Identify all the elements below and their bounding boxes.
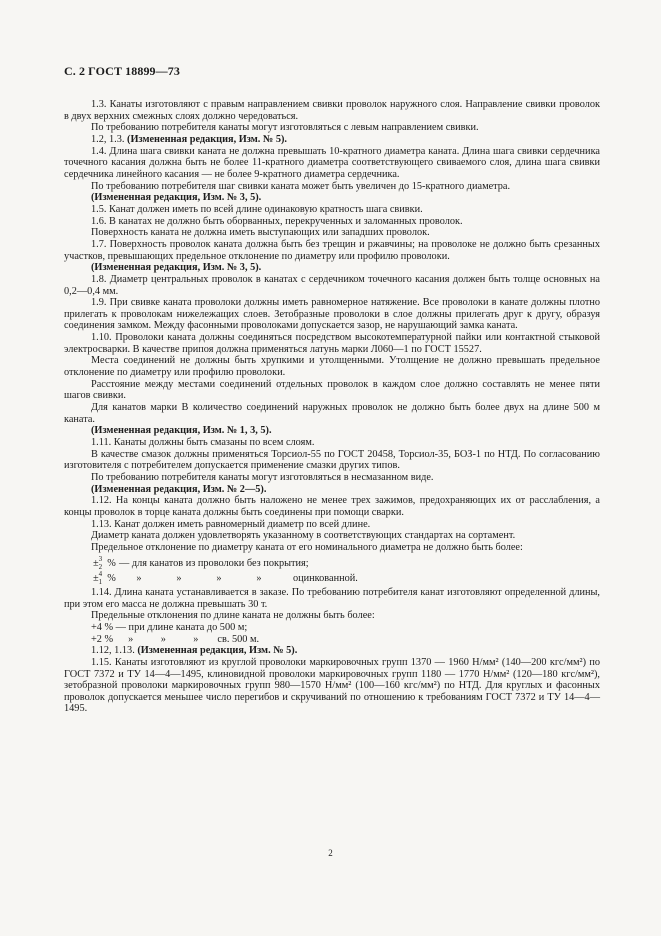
tolerance-row	[64, 554, 600, 571]
paragraph-1-14: 1.14. Длина каната устанавливается в заказе. По требованию потребителя канат изготовляют определенной длины, при этом его масса не должна превышать 30 т.	[64, 586, 600, 610]
amendment-note: (Измененная редакция, Изм. № 3, 5).	[91, 262, 262, 274]
paragraph-1-7: 1.7. Поверхность проволок каната должна быть без трещин и ржавчины; на проволоке не должно быть срезанных участков, превышающих предельное отклонение по диаметру или профилю проволоки.	[64, 238, 600, 262]
paragraph-1-13: 1.13. Канат должен иметь равномерный диаметр по всей длине.	[91, 518, 371, 530]
paragraph: Предельные отклонения по длине каната не должны быть более:	[91, 610, 375, 622]
page-number: 2	[328, 848, 333, 858]
paragraph: По требованию потребителя шаг свивки каната может быть увеличен до 15-кратного диаметра.	[91, 180, 511, 192]
paragraph-1-6: 1.6. В канатах не должно быть оборванных, перекрученных и заломанных проволок.	[91, 215, 463, 227]
tolerance-value: ± 3 2 %	[93, 554, 116, 571]
ditto-mark: »	[193, 633, 199, 645]
amendment-note: 1.12, 1.13. (Измененная редакция, Изм. № 5).	[91, 645, 298, 657]
document-body	[64, 99, 600, 715]
paragraph: По требованию потребителя канаты могут изготовляться с левым направлением свивки.	[91, 122, 479, 134]
ditto-mark: »	[176, 573, 182, 585]
paragraph: Диаметр каната должен удовлетворять указанному в соответствующих стандартах на сортамент.	[91, 530, 516, 542]
paragraph-1-12: 1.12. На концы каната должно быть наложено не менее трех зажимов, предохраняющих их от расслабления, а концы проволок в торце каната должны быть соединены при помощи сварки.	[64, 495, 600, 518]
tolerance-row	[64, 572, 600, 585]
length-limit-row: +4 % — при длине каната до 500 м;	[91, 621, 248, 633]
tolerance-text: — для канатов из проволоки без покрытия;	[119, 557, 309, 569]
amendment-note: 1.2, 1.3. (Измененная редакция, Изм. № 5).	[91, 133, 287, 145]
paragraph: Места соединений не должны быть хрупкими и утолщенными. Утолщение не должно превышать предельное отклонение по диаметру или профилю проволоки.	[64, 355, 600, 379]
paragraph: Предельное отклонение по диаметру каната от его номинального диаметра не должно быть более:	[91, 541, 523, 553]
paragraph: В качестве смазок должны применяться Торсиол-55 по ГОСТ 20458, Торсиол-35, БОЗ-1 по НТД. По согласованию изготовителя с потребителем допускается применение смазки других типов.	[64, 448, 600, 472]
paragraph-1-3: 1.3. Канаты изготовляют с правым направлением свивки проволок наружного слоя. Направление свивки проволок в двух верхних смежных слоях должно чередоваться.	[64, 99, 600, 122]
paragraph: Расстояние между местами соединений отдельных проволок в каждом слое должно составлять не менее пяти шагов свивки.	[64, 378, 600, 402]
tolerance-value: ± 4 1 %	[93, 570, 116, 587]
amendment-note: (Измененная редакция, Изм. № 1, 3, 5).	[91, 425, 272, 437]
document-page	[64, 64, 600, 715]
ditto-mark: »	[160, 633, 166, 645]
ditto-mark: »	[256, 573, 262, 585]
length-limit-row: +2 % » » » св. 500 м.	[91, 633, 260, 645]
paragraph: Для канатов марки В количество соединений наружных проволок не должно быть более двух на длине 500 м каната.	[64, 402, 600, 425]
ditto-mark: »	[136, 573, 142, 585]
paragraph-1-9: 1.9. При свивке каната проволоки должны иметь равномерное натяжение. Все проволоки в канате должны плотно прилегать к проволокам нижележащих слоев. Зетобразные проволоки в слое должны прилегать друг к другу, образуя соединения замком. Между фасонными проволоками допускается зазор, не нарушающий замка каната.	[64, 297, 600, 332]
tolerance-text: оцинкованной.	[293, 573, 358, 585]
paragraph-1-11: 1.11. Канаты должны быть смазаны по всем слоям.	[91, 437, 315, 449]
paragraph-1-5: 1.5. Канат должен иметь по всей длине одинаковую кратность шага свивки.	[91, 203, 423, 215]
ditto-mark: »	[216, 573, 222, 585]
paragraph: Поверхность каната не должна иметь выступающих или западших проволок.	[91, 227, 430, 239]
paragraph-1-4: 1.4. Длина шага свивки каната не должна превышать 10-кратного диаметра каната. Длина шага свивки сердечника точечного касания должна быть не более 11-кратного диаметра соответствующего свиваемого слоя, длина шага свивки сердечника линейного касания — не более 9-кратного диаметра сердечника.	[64, 145, 600, 180]
ditto-mark: »	[128, 633, 134, 645]
paragraph-1-15: 1.15. Канаты изготовляют из круглой проволоки маркировочных групп 1370 — 1960 Н/мм² (140—200 кгс/мм²) по ГОСТ 7372 и ТУ 14—4—1495, клиновидной проволоки маркировочных групп 1180 — 1770 Н/мм² (120—180 кгс/мм²), зетобразной проволоки маркировочных групп 980—1570 Н/мм² (100—160 кгс/мм²) по НТД. Для круглых и фасонных проволок допускается меньшее число перегибов и скручиваний по отношению к требованиям ГОСТ 7372 и ТУ 14—4—1495.	[64, 656, 600, 715]
amendment-note: (Измененная редакция, Изм. № 2—5).	[91, 483, 267, 495]
page-header: С. 2 ГОСТ 18899—73	[64, 64, 180, 78]
paragraph-1-8: 1.8. Диаметр центральных проволок в канатах с сердечником точечного касания должен быть толще основных на 0,2—0,4 мм.	[64, 273, 600, 297]
paragraph: По требованию потребителя канаты могут изготовляться в несмазанном виде.	[91, 472, 434, 483]
amendment-note: (Измененная редакция, Изм. № 3, 5).	[91, 192, 262, 204]
paragraph-1-10: 1.10. Проволоки каната должны соединяться посредством высокотемпературной пайки или контактной стыковой электросварки. В качестве припоя должна применяться латунь марки Л060—1 по ГОСТ 15527.	[64, 332, 600, 355]
